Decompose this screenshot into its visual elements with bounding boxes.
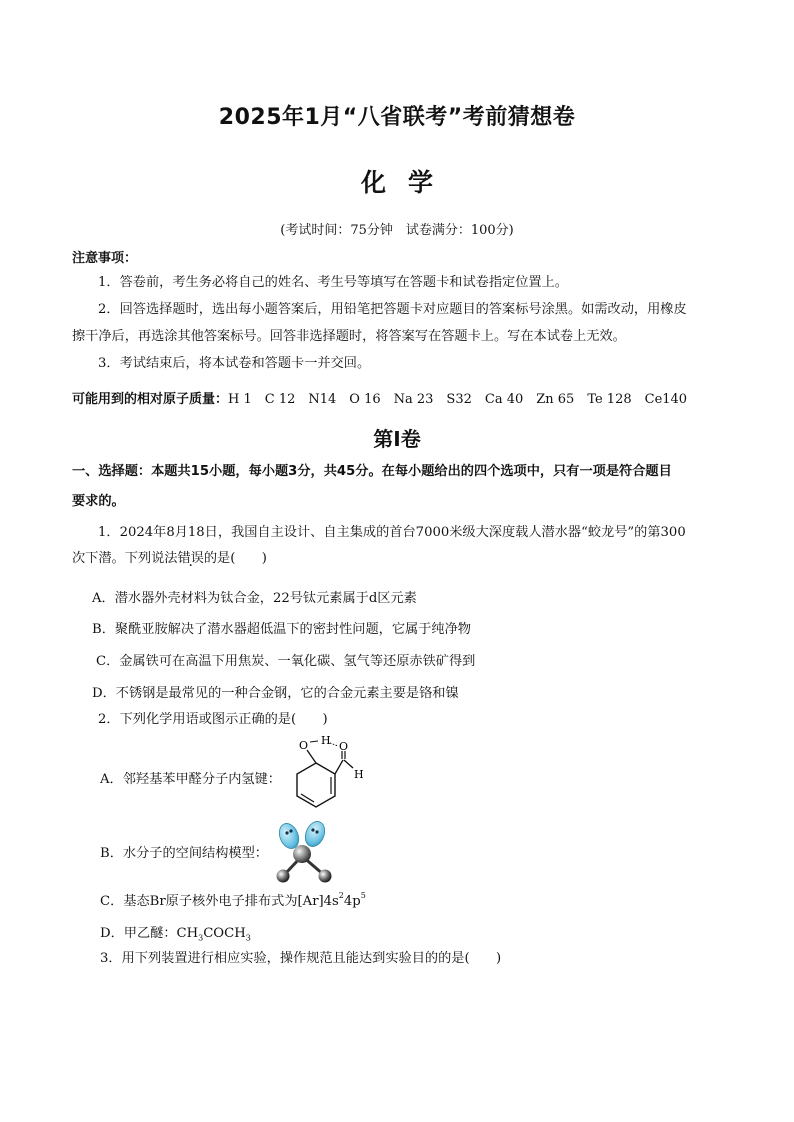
atomic-masses-label: 可能用到的相对原子质量： [72,392,229,407]
question-1-stem-cont: 次下潜。下列说法错误的是( ) [72,551,267,566]
question-1-option-b: B．聚酰亚胺解决了潜水器超低温下的密封性问题，它属于纯净物 [92,622,471,637]
emphasis-text: 错误 [177,551,204,566]
page-title: 2025年1月“八省联考”考前猜想卷 [218,105,576,130]
subject-title: 化学 [360,168,455,197]
volume-heading: 第Ⅰ卷 [373,427,421,451]
exam-info: (考试时间：75分钟 试卷满分：100分) [280,223,514,238]
notice-item-1: 1．答卷前，考生务必将自己的姓名、考生号等填写在答题卡和试卷指定位置上。 [98,275,568,290]
aldehyde-hydrogen-label: H [354,768,364,781]
hydrogen-label: H [321,734,331,747]
section-heading-cont: 要求的。 [72,494,125,509]
oxygen-label: O [299,739,309,752]
hydrogen-bond-structure-diagram [286,733,376,811]
question-2-option-b: B．水分子的空间结构模型： [100,846,268,861]
notice-item-2-cont: 擦干净后，再选涂其他答案标号。回答非选择题时，将答案写在答题卡上。写在本试卷上无效。 [72,329,626,344]
atomic-masses [72,388,687,407]
notice-item-3: 3．考试结束后，将本试卷和答题卡一并交回。 [98,356,371,371]
question-1-option-d: D．不锈钢是最常见的一种合金钢，它的合金元素主要是铬和镍 [92,686,459,701]
aldehyde-oxygen-label: O [339,740,349,753]
question-1-stem: 1．2024年8月18日，我国自主设计、自主集成的首台7000米级大深度载人潜水器“蛟龙号”的第300 [98,525,686,540]
question-2-stem: 2．下列化学用语或图示正确的是( ) [98,712,328,727]
question-2-option-d: D．甲乙醚：$CH_3COCH_3$ [100,926,251,943]
notice-heading: 注意事项： [72,251,138,266]
notice-item-2: 2．回答选择题时，选出每小题答案后，用铅笔把答题卡对应题目的答案标号涂黑。如需改动，用橡皮 [98,302,687,317]
atomic-masses-values: H 1 C 12 N14 O 16 Na 23 S32 Ca 40 Zn 65 Te 128 Ce140 [228,392,688,407]
question-2-option-a: A．邻羟基苯甲醛分子内氢键： [100,772,281,787]
question-1-option-a: A．潜水器外壳材料为钛合金，22号钛元素属于d区元素 [92,591,417,606]
question-3-stem: 3．用下列装置进行相应实验，操作规范且能达到实验目的的是( ) [100,951,502,966]
question-1-option-c: C．金属铁可在高温下用焦炭、一氧化碳、氢气等还原赤铁矿得到 [96,654,476,669]
question-2-option-c: C．基态Br原子核外电子排布式为$[Ar]4s^24p^5$ [100,891,366,909]
water-molecule-model [270,820,342,886]
section-heading: 一、选择题：本题共15小题，每小题3分，共45分。在每小题给出的四个选项中，只有一项是符合题目 [72,464,672,479]
